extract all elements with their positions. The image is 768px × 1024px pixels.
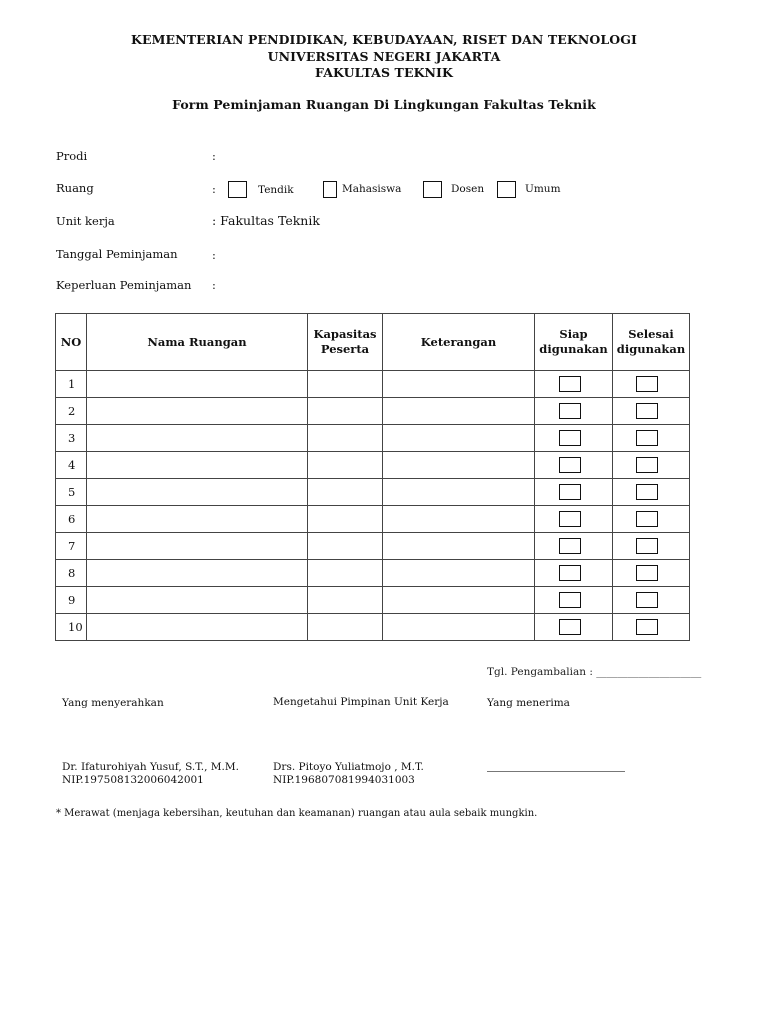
- form-title: Form Peminjaman Ruangan Di Lingkungan Fakultas Teknik: [172, 97, 596, 112]
- header-selesai: [613, 314, 690, 371]
- table-row: [56, 452, 690, 479]
- keperluan-label: Keperluan Peminjaman: [56, 278, 192, 292]
- row-siap-checkbox[interactable]: [559, 619, 581, 635]
- row-selesai-cell: [613, 452, 690, 479]
- row-nama-cell[interactable]: [87, 452, 308, 479]
- header-siap-l2: digunakan: [539, 342, 608, 356]
- row-siap-checkbox[interactable]: [559, 376, 581, 392]
- row-kapasitas-cell[interactable]: [308, 560, 383, 587]
- row-selesai-cell: [613, 425, 690, 452]
- row-siap-cell: [535, 587, 613, 614]
- row-nama-cell[interactable]: [87, 371, 308, 398]
- header-siap: [535, 314, 613, 371]
- row-selesai-checkbox[interactable]: [636, 592, 658, 608]
- row-keterangan-cell[interactable]: [383, 371, 535, 398]
- keperluan-value[interactable]: :: [212, 278, 216, 292]
- tanggal-value[interactable]: :: [212, 248, 216, 262]
- table-row: [56, 614, 690, 641]
- row-nama-cell[interactable]: [87, 506, 308, 533]
- row-siap-checkbox[interactable]: [559, 592, 581, 608]
- header-kapasitas: [308, 314, 383, 371]
- tanggal-label: Tanggal Peminjaman: [56, 247, 178, 261]
- row-keterangan-cell[interactable]: [383, 506, 535, 533]
- table-row: [56, 425, 690, 452]
- header-nama-ruangan: Nama Ruangan: [87, 314, 308, 371]
- sig-mid-role: Mengetahui Pimpinan Unit Kerja: [273, 696, 449, 708]
- row-selesai-checkbox[interactable]: [636, 565, 658, 581]
- row-nama-cell[interactable]: [87, 398, 308, 425]
- row-keterangan-cell[interactable]: [383, 398, 535, 425]
- table-header-row: [56, 314, 690, 371]
- row-kapasitas-cell[interactable]: [308, 398, 383, 425]
- row-number: 7: [56, 533, 87, 560]
- table-row: [56, 479, 690, 506]
- row-siap-checkbox[interactable]: [559, 484, 581, 500]
- header-keterangan: Keterangan: [383, 314, 535, 371]
- row-nama-cell[interactable]: [87, 425, 308, 452]
- row-number: 5: [56, 479, 87, 506]
- sig-left-name: Dr. Ifaturohiyah Yusuf, S.T., M.M.: [62, 761, 239, 773]
- row-siap-cell: [535, 452, 613, 479]
- prodi-label: Prodi: [56, 149, 88, 163]
- unit-kerja-label: Unit kerja: [56, 214, 115, 228]
- row-number: 4: [56, 452, 87, 479]
- row-selesai-checkbox[interactable]: [636, 430, 658, 446]
- sig-mid-nip: NIP.196807081994031003: [273, 774, 415, 786]
- ruang-mahasiswa-label: Mahasiswa: [342, 183, 402, 195]
- row-keterangan-cell[interactable]: [383, 425, 535, 452]
- row-kapasitas-cell[interactable]: [308, 425, 383, 452]
- row-keterangan-cell[interactable]: [383, 533, 535, 560]
- row-siap-checkbox[interactable]: [559, 565, 581, 581]
- row-keterangan-cell[interactable]: [383, 452, 535, 479]
- sig-left-role: Yang menyerahkan: [62, 697, 164, 709]
- row-siap-cell: [535, 371, 613, 398]
- row-kapasitas-cell[interactable]: [308, 479, 383, 506]
- footnote: * Merawat (menjaga kebersihan, keutuhan dan keamanan) ruangan atau aula sebaik mungkin.: [56, 808, 538, 819]
- sig-right-line[interactable]: [487, 771, 625, 772]
- row-keterangan-cell[interactable]: [383, 587, 535, 614]
- row-kapasitas-cell[interactable]: [308, 371, 383, 398]
- row-selesai-cell: [613, 479, 690, 506]
- room-table: [55, 313, 690, 641]
- row-number: 6: [56, 506, 87, 533]
- sig-left-nip: NIP.197508132006042001: [62, 774, 204, 786]
- ruang-dosen-checkbox[interactable]: [423, 181, 442, 198]
- header-ministry: KEMENTERIAN PENDIDIKAN, KEBUDAYAAN, RISET DAN TEKNOLOGI: [131, 32, 637, 47]
- ruang-tendik-label: Tendik: [258, 184, 294, 196]
- row-kapasitas-cell[interactable]: [308, 533, 383, 560]
- header-faculty: FAKULTAS TEKNIK: [315, 65, 453, 80]
- row-siap-cell: [535, 560, 613, 587]
- row-selesai-checkbox[interactable]: [636, 403, 658, 419]
- row-siap-checkbox[interactable]: [559, 511, 581, 527]
- return-date[interactable]: Tgl. Pengambalian : ____________________: [487, 666, 702, 678]
- row-selesai-checkbox[interactable]: [636, 511, 658, 527]
- row-number: 2: [56, 398, 87, 425]
- row-nama-cell[interactable]: [87, 533, 308, 560]
- row-kapasitas-cell[interactable]: [308, 452, 383, 479]
- table-row: [56, 560, 690, 587]
- sig-mid-name: Drs. Pitoyo Yuliatmojo , M.T.: [273, 761, 424, 773]
- row-selesai-cell: [613, 506, 690, 533]
- row-keterangan-cell[interactable]: [383, 479, 535, 506]
- header-kapasitas-l1: Kapasitas: [313, 327, 377, 341]
- row-siap-cell: [535, 614, 613, 641]
- row-nama-cell[interactable]: [87, 614, 308, 641]
- row-selesai-cell: [613, 560, 690, 587]
- row-siap-checkbox[interactable]: [559, 430, 581, 446]
- row-kapasitas-cell[interactable]: [308, 614, 383, 641]
- row-number: 8: [56, 560, 87, 587]
- row-selesai-checkbox[interactable]: [636, 619, 658, 635]
- ruang-umum-label: Umum: [525, 183, 561, 195]
- row-kapasitas-cell[interactable]: [308, 587, 383, 614]
- row-keterangan-cell[interactable]: [383, 614, 535, 641]
- ruang-mahasiswa-checkbox[interactable]: [323, 181, 337, 198]
- table-row: [56, 533, 690, 560]
- header-siap-l1: Siap: [559, 327, 588, 341]
- row-siap-cell: [535, 479, 613, 506]
- table-row: [56, 587, 690, 614]
- table-row: [56, 506, 690, 533]
- row-selesai-cell: [613, 533, 690, 560]
- header-kapasitas-l2: Peserta: [320, 342, 370, 356]
- ruang-dosen-label: Dosen: [451, 183, 485, 195]
- row-number: 3: [56, 425, 87, 452]
- row-selesai-checkbox[interactable]: [636, 376, 658, 392]
- row-number: 1: [56, 371, 87, 398]
- ruang-colon: :: [212, 182, 216, 196]
- row-selesai-checkbox[interactable]: [636, 457, 658, 473]
- ruang-umum-checkbox[interactable]: [497, 181, 516, 198]
- header-no: NO: [56, 314, 87, 371]
- header-selesai-l1: Selesai: [628, 327, 674, 341]
- header-selesai-l2: digunakan: [616, 342, 686, 356]
- row-siap-cell: [535, 533, 613, 560]
- row-nama-cell[interactable]: [87, 587, 308, 614]
- row-number: 10: [56, 614, 87, 641]
- row-siap-checkbox[interactable]: [559, 538, 581, 554]
- row-selesai-cell: [613, 371, 690, 398]
- row-siap-checkbox[interactable]: [559, 403, 581, 419]
- row-selesai-checkbox[interactable]: [636, 484, 658, 500]
- row-number: 9: [56, 587, 87, 614]
- unit-kerja-value[interactable]: : Fakultas Teknik: [212, 213, 320, 228]
- table-row: [56, 371, 690, 398]
- table-row: [56, 398, 690, 425]
- row-keterangan-cell[interactable]: [383, 560, 535, 587]
- header-university: UNIVERSITAS NEGERI JAKARTA: [267, 49, 501, 64]
- row-siap-checkbox[interactable]: [559, 457, 581, 473]
- row-nama-cell[interactable]: [87, 560, 308, 587]
- row-selesai-cell: [613, 398, 690, 425]
- row-nama-cell[interactable]: [87, 479, 308, 506]
- sig-right-role: Yang menerima: [487, 697, 570, 709]
- row-siap-cell: [535, 425, 613, 452]
- prodi-value[interactable]: :: [212, 149, 216, 163]
- ruang-tendik-checkbox[interactable]: [228, 181, 247, 198]
- ruang-label: Ruang: [56, 181, 94, 195]
- row-selesai-checkbox[interactable]: [636, 538, 658, 554]
- row-selesai-cell: [613, 587, 690, 614]
- row-selesai-cell: [613, 614, 690, 641]
- row-kapasitas-cell[interactable]: [308, 506, 383, 533]
- row-siap-cell: [535, 398, 613, 425]
- row-siap-cell: [535, 506, 613, 533]
